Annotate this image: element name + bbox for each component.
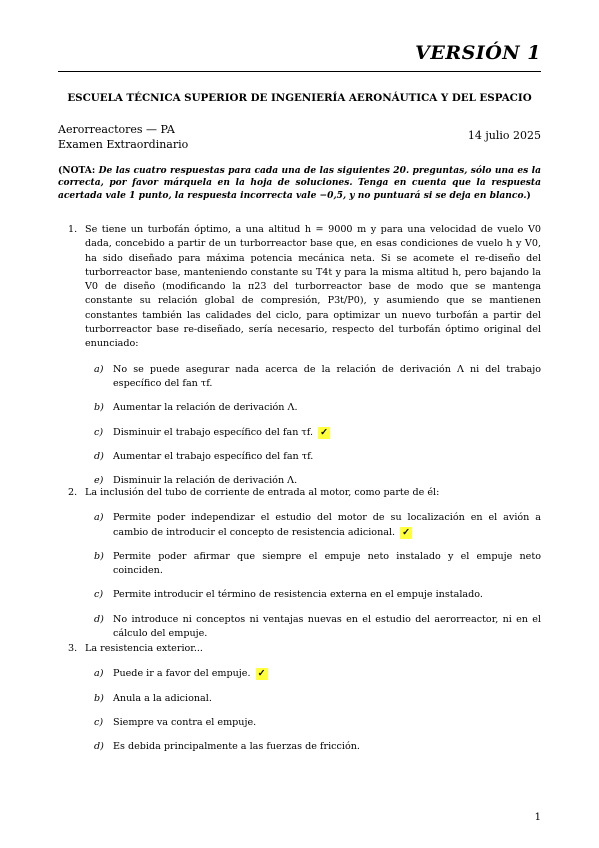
option-label: c) — [94, 589, 104, 601]
question-stem: La resistencia exterior... — [85, 643, 203, 654]
option-b — [94, 550, 541, 579]
course-block — [58, 122, 188, 152]
option-text: Siempre va contra el empuje. — [113, 716, 257, 728]
options-list — [94, 363, 541, 489]
question-number: 1. — [68, 224, 78, 235]
correct-check-icon: ✓ — [257, 668, 266, 680]
question-2 — [58, 486, 541, 651]
option-label: c) — [94, 426, 104, 438]
options-list — [94, 511, 541, 641]
option-label: d) — [94, 741, 104, 753]
option-text: Anula a la adicional. — [113, 692, 212, 704]
header-rule — [58, 71, 541, 72]
option-label: c) — [94, 716, 104, 728]
question-stem: La inclusión del tubo de corriente de entrada al motor, como parte de él: — [85, 487, 440, 498]
option-text: Puede ir a favor del empuje. — [113, 668, 251, 680]
option-text: Aumentar la relación de derivación Λ. — [113, 402, 298, 414]
option-d — [94, 740, 541, 754]
option-c — [94, 716, 541, 730]
version-label: VERSIÓN 1 — [415, 42, 541, 64]
correct-check-icon: ✓ — [320, 426, 329, 438]
option-text: No introduce ni conceptos ni ventajas nuevas en el estudio del aerorreactor, ni en el cálculo del empuje. — [113, 613, 541, 640]
option-text: Permite introducir el término de resistencia externa en el empuje instalado. — [113, 589, 483, 601]
note-body: De las cuatro respuestas para cada una de las siguientes 20. preguntas, sólo una es la correcta, por favor márquela en la hoja de soluciones. Tenga en cuenta que la respuesta acertada vale 1 punto, la respuesta incorrecta vale −0,5, y no puntuará si se deja en blanco. — [58, 165, 541, 201]
option-label: a) — [94, 668, 104, 680]
option-c — [94, 426, 541, 440]
option-a — [94, 667, 541, 681]
option-b — [94, 401, 541, 415]
option-text: Disminuir el trabajo específico del fan τf. — [113, 426, 313, 438]
option-label: a) — [94, 363, 104, 375]
option-label: d) — [94, 450, 104, 462]
option-text: Aumentar el trabajo específico del fan τf. — [113, 450, 314, 462]
question-number: 2. — [68, 487, 78, 498]
option-text: No se puede asegurar nada acerca de la relación de derivación Λ ni del trabajo específico del fan τf. — [113, 363, 541, 389]
question-3 — [58, 642, 541, 764]
option-label: b) — [94, 402, 104, 414]
options-list — [94, 667, 541, 754]
option-text: Permite poder independizar el estudio del motor de su localización en el avión a cambio de introducir el concepto de resistencia adicional. — [113, 512, 541, 538]
option-text: Permite poder afirmar que siempre el empuje neto instalado y el empuje neto coinciden. — [113, 550, 541, 577]
option-label: e) — [94, 475, 104, 487]
option-label: b) — [94, 692, 104, 704]
school-name: ESCUELA TÉCNICA SUPERIOR DE INGENIERÍA AERONÁUTICA Y DEL ESPACIO — [67, 92, 532, 104]
option-d — [94, 613, 541, 642]
option-label: d) — [94, 613, 104, 625]
question-number: 3. — [68, 643, 78, 654]
option-a — [94, 363, 541, 392]
instructions-note — [58, 165, 541, 202]
option-b — [94, 692, 541, 706]
exam-title: Examen Extraordinario — [58, 138, 189, 151]
course-title: Aerorreactores — PA — [58, 123, 175, 136]
exam-date: 14 julio 2025 — [467, 129, 541, 142]
question-stem: Se tiene un turbofán óptimo, a una altitud h = 9000 m y para una velocidad de vuelo V0 dada, concebido a partir de un turborreactor base que, en esas condiciones de vuelo h y V0, ha sido diseñado para máxima potencia mecánica neta. Si se acomete el re-diseño del turborreactor base, manteniendo constante su T4t y para la misma altitud h, pero bajando la V0 de diseño (modificando la π23 del turborreactor base de modo que se mantenga constante su relación global de compresión, P3t/P0), y asumiendo que se mantienen constantes también las calidades del ciclo, para optimizar un nuevo turbofán a partir del turborreactor base re-diseñado, sería necesario, respecto del turbofán óptimo original del enunciado: — [85, 224, 541, 350]
option-a — [94, 511, 541, 540]
option-label: a) — [94, 512, 104, 524]
option-text: Es debida principalmente a las fuerzas de fricción. — [113, 741, 360, 753]
note-lead: (NOTA: — [58, 165, 99, 176]
option-d — [94, 450, 541, 464]
option-label: b) — [94, 550, 104, 562]
note-tail: ) — [526, 189, 531, 201]
option-text: Disminuir la relación de derivación Λ. — [113, 475, 298, 487]
correct-check-icon: ✓ — [402, 526, 411, 538]
question-1 — [58, 223, 541, 498]
page-number: 1 — [534, 812, 541, 823]
option-c — [94, 588, 541, 602]
